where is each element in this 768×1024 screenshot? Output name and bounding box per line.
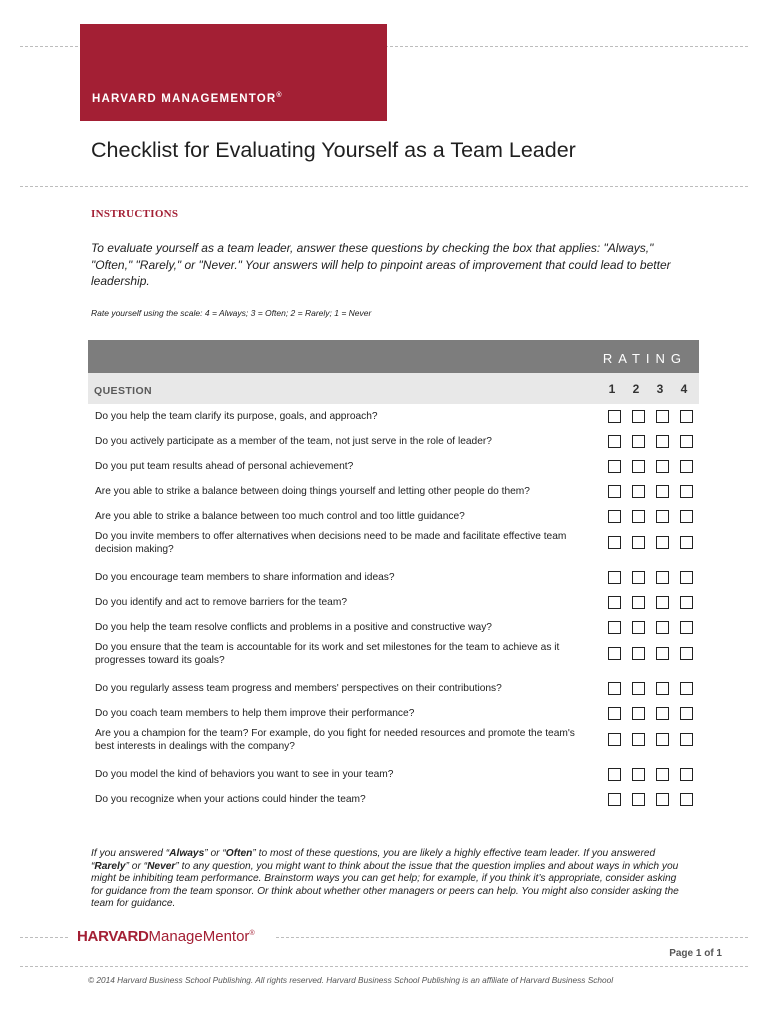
title-divider	[20, 186, 748, 187]
question-text: Do you actively participate as a member of the team, not just serve in the role of leader?	[95, 436, 492, 447]
table-row	[88, 404, 699, 429]
rating-checkbox-1[interactable]	[608, 768, 621, 781]
table-row	[88, 787, 699, 812]
conclusion-text: If you answered “Always” or “Often” to most of these questions, you are likely a highly effective team leader. If you answered “Rarely” or “Never” to any question, you might want to think about the issue that the question implies and about ways in which you might be inhibiting team performance. Brainstorm ways you can get help; for example, if you think it’s appropriate, consider asking for guidance from the team sponsor. Or think about whether other managers or peers can help. You might also consider asking the team for guidance.	[91, 848, 679, 910]
question-text: Do you recognize when your actions could hinder the team?	[95, 794, 366, 805]
question-text: Are you able to strike a balance between doing things yourself and letting other people do them?	[95, 486, 530, 497]
rating-checkbox-1[interactable]	[608, 460, 621, 473]
rating-checkbox-2[interactable]	[632, 682, 645, 695]
brand-banner-text: HARVARD MANAGEMENTOR®	[92, 92, 283, 105]
table-row	[88, 529, 699, 565]
rating-checkbox-3[interactable]	[656, 485, 669, 498]
rating-checkbox-4[interactable]	[680, 707, 693, 720]
rating-checkbox-2[interactable]	[632, 707, 645, 720]
table-row	[88, 504, 699, 529]
footer-divider-left	[20, 937, 68, 938]
rating-checkbox-4[interactable]	[680, 410, 693, 423]
rating-checkbox-4[interactable]	[680, 510, 693, 523]
question-text: Do you regularly assess team progress and members' perspectives on their contributions?	[95, 683, 502, 694]
question-header-row	[88, 373, 699, 404]
brand-banner	[80, 24, 387, 121]
footer-divider	[276, 937, 748, 938]
question-text: Do you identify and act to remove barriers for the team?	[95, 597, 347, 608]
question-text: Do you help the team resolve conflicts and problems in a positive and constructive way?	[95, 622, 492, 633]
rating-checkbox-3[interactable]	[656, 768, 669, 781]
table-row	[88, 590, 699, 615]
rating-checkbox-3[interactable]	[656, 707, 669, 720]
question-text: Do you model the kind of behaviors you want to see in your team?	[95, 769, 394, 780]
rating-checkbox-4[interactable]	[680, 733, 693, 746]
rating-checkbox-1[interactable]	[608, 621, 621, 634]
rating-checkbox-2[interactable]	[632, 647, 645, 660]
rating-checkbox-1[interactable]	[608, 536, 621, 549]
page-title: Checklist for Evaluating Yourself as a Team Leader	[91, 138, 576, 162]
rating-checkbox-2[interactable]	[632, 410, 645, 423]
rating-checkbox-2[interactable]	[632, 435, 645, 448]
rating-checkbox-3[interactable]	[656, 621, 669, 634]
page-number: Page 1 of 1	[669, 948, 722, 959]
rating-label: RATING	[602, 351, 687, 366]
rating-checkbox-3[interactable]	[656, 596, 669, 609]
table-row	[88, 701, 699, 726]
instructions-heading: INSTRUCTIONS	[91, 208, 179, 220]
rating-checkbox-3[interactable]	[656, 460, 669, 473]
rating-checkbox-2[interactable]	[632, 596, 645, 609]
rating-checkbox-1[interactable]	[608, 596, 621, 609]
rating-checkbox-4[interactable]	[680, 647, 693, 660]
table-row	[88, 676, 699, 701]
rating-checkbox-3[interactable]	[656, 733, 669, 746]
bottom-divider	[20, 966, 748, 967]
footer-logo: HARVARDManageMentor®	[77, 928, 255, 945]
table-row	[88, 429, 699, 454]
table-row	[88, 726, 699, 762]
rating-checkbox-1[interactable]	[608, 510, 621, 523]
rating-checkbox-3[interactable]	[656, 536, 669, 549]
rating-checkbox-1[interactable]	[608, 410, 621, 423]
question-header: QUESTION	[94, 385, 153, 397]
rating-header-bar	[88, 340, 699, 373]
copyright-notice: © 2014 Harvard Business School Publishing. All rights reserved. Harvard Business School Publishing is an affiliate of Harvard Business School	[88, 975, 614, 985]
table-row	[88, 762, 699, 787]
rating-checkbox-2[interactable]	[632, 768, 645, 781]
question-text: Do you invite members to offer alternatives when decisions need to be made and facilitate effective team decision making?	[95, 531, 567, 555]
question-text: Are you a champion for the team? For example, do you fight for needed resources and promote the team's best interests in dealings with the company?	[95, 728, 575, 752]
checklist-rows	[88, 404, 699, 812]
question-text: Do you coach team members to help them improve their performance?	[95, 708, 415, 719]
rating-checkbox-2[interactable]	[632, 733, 645, 746]
rating-checkbox-1[interactable]	[608, 733, 621, 746]
rating-column-2: 2	[632, 382, 640, 396]
table-row	[88, 615, 699, 640]
rating-checkbox-4[interactable]	[680, 621, 693, 634]
table-row	[88, 640, 699, 676]
rating-column-4: 4	[680, 382, 688, 396]
rating-checkbox-3[interactable]	[656, 647, 669, 660]
rating-column-1: 1	[608, 382, 616, 396]
rating-checkbox-2[interactable]	[632, 536, 645, 549]
rating-checkbox-2[interactable]	[632, 510, 645, 523]
rating-checkbox-4[interactable]	[680, 485, 693, 498]
rating-checkbox-1[interactable]	[608, 647, 621, 660]
rating-checkbox-2[interactable]	[632, 485, 645, 498]
rating-checkbox-2[interactable]	[632, 571, 645, 584]
table-row	[88, 565, 699, 590]
rating-checkbox-1[interactable]	[608, 707, 621, 720]
rating-checkbox-1[interactable]	[608, 571, 621, 584]
rating-checkbox-1[interactable]	[608, 682, 621, 695]
rating-scale-note: Rate yourself using the scale: 4 = Always; 3 = Often; 2 = Rarely; 1 = Never	[91, 308, 372, 318]
rating-checkbox-4[interactable]	[680, 536, 693, 549]
rating-checkbox-3[interactable]	[656, 510, 669, 523]
table-row	[88, 454, 699, 479]
rating-checkbox-1[interactable]	[608, 435, 621, 448]
rating-checkbox-3[interactable]	[656, 682, 669, 695]
question-text: Do you help the team clarify its purpose, goals, and approach?	[95, 411, 378, 422]
rating-column-3: 3	[656, 382, 664, 396]
rating-checkbox-4[interactable]	[680, 460, 693, 473]
rating-checkbox-3[interactable]	[656, 435, 669, 448]
rating-checkbox-4[interactable]	[680, 768, 693, 781]
rating-checkbox-4[interactable]	[680, 571, 693, 584]
rating-checkbox-2[interactable]	[632, 621, 645, 634]
rating-checkbox-2[interactable]	[632, 793, 645, 806]
rating-checkbox-3[interactable]	[656, 571, 669, 584]
table-row	[88, 479, 699, 504]
instructions-body: To evaluate yourself as a team leader, answer these questions by checking the box that applies: "Always," "Often," "Rarely," or "Never." Your answers will help to pinpoint areas of improvement that could lead to better leadership.	[91, 241, 671, 288]
question-text: Do you put team results ahead of personal achievement?	[95, 461, 354, 472]
question-text: Do you ensure that the team is accountable for its work and set milestones for the team to achieve as it progresses toward its goals?	[95, 642, 560, 666]
rating-checkbox-4[interactable]	[680, 682, 693, 695]
rating-checkbox-4[interactable]	[680, 793, 693, 806]
question-text: Are you able to strike a balance between too much control and too little guidance?	[95, 511, 465, 522]
rating-checkbox-4[interactable]	[680, 596, 693, 609]
rating-checkbox-1[interactable]	[608, 793, 621, 806]
rating-checkbox-4[interactable]	[680, 435, 693, 448]
rating-checkbox-1[interactable]	[608, 485, 621, 498]
rating-checkbox-2[interactable]	[632, 460, 645, 473]
rating-checkbox-3[interactable]	[656, 793, 669, 806]
question-text: Do you encourage team members to share information and ideas?	[95, 572, 395, 583]
rating-checkbox-3[interactable]	[656, 410, 669, 423]
